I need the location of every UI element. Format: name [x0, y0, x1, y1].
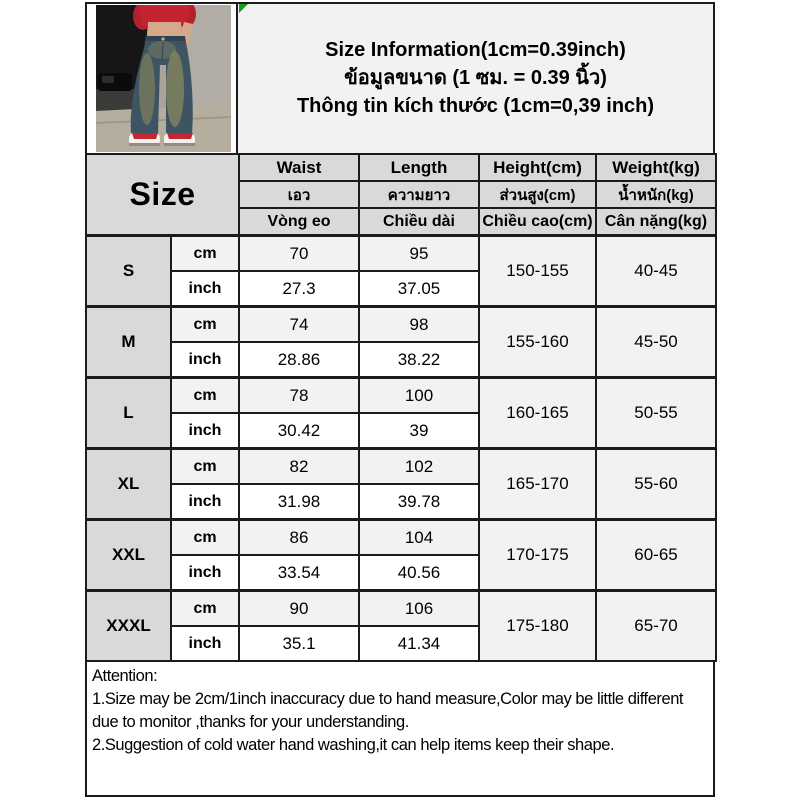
table-row — [86, 591, 716, 627]
height-range-value: 175-180 — [479, 591, 596, 662]
weight-range-value: 65-70 — [596, 591, 716, 662]
unit-inch-cell: inch — [171, 626, 239, 661]
length-inch-value: 37.05 — [359, 271, 479, 307]
unit-cm-cell: cm — [171, 520, 239, 556]
table-row — [86, 520, 716, 556]
length-inch-value: 39.78 — [359, 484, 479, 520]
waist-cm-value: 78 — [239, 378, 359, 414]
size-label-cell: XL — [86, 449, 171, 520]
weight-header-th: น้ำหนัก(kg) — [596, 181, 716, 208]
weight-header-en: Weight(kg) — [596, 154, 716, 181]
unit-inch-cell: inch — [171, 413, 239, 449]
size-label-cell: XXL — [86, 520, 171, 591]
height-range-value: 150-155 — [479, 236, 596, 307]
length-cm-value: 104 — [359, 520, 479, 556]
table-row — [86, 449, 716, 485]
attention-note — [85, 660, 715, 797]
waist-cm-value: 74 — [239, 307, 359, 343]
size-label-cell: S — [86, 236, 171, 307]
weight-header-vi: Cân nặng(kg) — [596, 208, 716, 236]
length-cm-value: 106 — [359, 591, 479, 627]
size-label-cell: L — [86, 378, 171, 449]
waist-cm-value: 70 — [239, 236, 359, 272]
size-header-cell: Size — [86, 154, 239, 236]
top-section — [85, 2, 715, 155]
waist-cm-value: 90 — [239, 591, 359, 627]
waist-inch-value: 31.98 — [239, 484, 359, 520]
table-row — [86, 307, 716, 343]
height-range-value: 165-170 — [479, 449, 596, 520]
attention-title: Attention: — [92, 667, 158, 685]
height-range-value: 170-175 — [479, 520, 596, 591]
weight-range-value: 40-45 — [596, 236, 716, 307]
length-inch-value: 39 — [359, 413, 479, 449]
length-header-en: Length — [359, 154, 479, 181]
unit-inch-cell: inch — [171, 555, 239, 591]
title-vietnamese: Thông tin kích thước (1cm=0,39 inch) — [296, 95, 655, 117]
weight-range-value: 55-60 — [596, 449, 716, 520]
unit-inch-cell: inch — [171, 342, 239, 378]
length-cm-value: 98 — [359, 307, 479, 343]
size-label-cell: M — [86, 307, 171, 378]
content — [85, 2, 715, 797]
waist-cm-value: 86 — [239, 520, 359, 556]
waist-inch-value: 30.42 — [239, 413, 359, 449]
waist-header-en: Waist — [239, 154, 359, 181]
unit-cm-cell: cm — [171, 236, 239, 272]
title-thai: ข้อมูลขนาด (1 ซม. = 0.39 นิ้ว) — [344, 67, 607, 89]
unit-inch-cell: inch — [171, 271, 239, 307]
length-cm-value: 100 — [359, 378, 479, 414]
length-inch-value: 41.34 — [359, 626, 479, 661]
weight-range-value: 60-65 — [596, 520, 716, 591]
height-header-th: ส่วนสูง(cm) — [479, 181, 596, 208]
waist-inch-value: 28.86 — [239, 342, 359, 378]
unit-inch-cell: inch — [171, 484, 239, 520]
height-range-value: 155-160 — [479, 307, 596, 378]
length-header-vi: Chiều dài — [359, 208, 479, 236]
height-header-en: Height(cm) — [479, 154, 596, 181]
product-photo — [96, 5, 231, 152]
length-cm-value: 95 — [359, 236, 479, 272]
length-inch-value: 38.22 — [359, 342, 479, 378]
unit-cm-cell: cm — [171, 307, 239, 343]
waist-cm-value: 82 — [239, 449, 359, 485]
header-row-en — [86, 154, 716, 181]
waist-header-vi: Vòng eo — [239, 208, 359, 236]
unit-cm-cell: cm — [171, 591, 239, 627]
weight-range-value: 50-55 — [596, 378, 716, 449]
length-header-th: ความยาว — [359, 181, 479, 208]
length-cm-value: 102 — [359, 449, 479, 485]
length-inch-value: 40.56 — [359, 555, 479, 591]
waist-header-th: เอว — [239, 181, 359, 208]
attention-line-2: due to monitor ,thanks for your understanding. — [92, 713, 409, 731]
table-row — [86, 378, 716, 414]
attention-line-1: 1.Size may be 2cm/1inch inaccuracy due to hand measure,Color may be little different — [92, 690, 684, 708]
waist-inch-value: 27.3 — [239, 271, 359, 307]
comment-marker-icon — [239, 4, 248, 13]
table-row — [86, 236, 716, 272]
height-range-value: 160-165 — [479, 378, 596, 449]
unit-cm-cell: cm — [171, 378, 239, 414]
title-english: Size Information(1cm=0.39inch) — [325, 39, 626, 61]
waist-inch-value: 35.1 — [239, 626, 359, 661]
height-header-vi: Chiều cao(cm) — [479, 208, 596, 236]
attention-line-3: 2.Suggestion of cold water hand washing,it can help items keep their shape. — [92, 736, 615, 754]
unit-cm-cell: cm — [171, 449, 239, 485]
size-information-title-box — [238, 2, 715, 155]
size-table — [85, 153, 717, 662]
weight-range-value: 45-50 — [596, 307, 716, 378]
waist-inch-value: 33.54 — [239, 555, 359, 591]
product-photo-cell — [85, 2, 238, 155]
size-label-cell: XXXL — [86, 591, 171, 662]
